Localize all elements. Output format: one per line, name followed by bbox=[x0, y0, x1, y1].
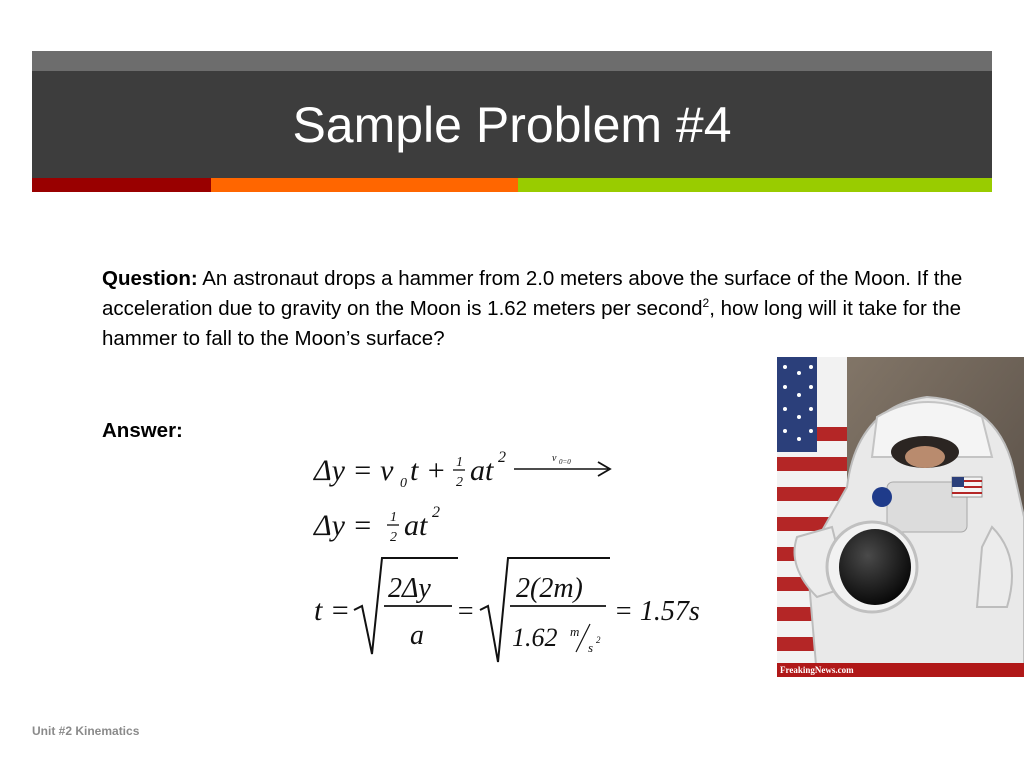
eq3-equals: = bbox=[456, 596, 475, 627]
eq1-mid: t + bbox=[410, 454, 447, 487]
eq1-half-den: 2 bbox=[456, 475, 463, 490]
frac2-denominator: 1.62 bbox=[512, 623, 558, 652]
accent-stripe-orange bbox=[211, 178, 518, 192]
question-paragraph bbox=[102, 264, 972, 354]
unit-den: s bbox=[588, 640, 594, 655]
eq2-half-num: 1 bbox=[390, 510, 397, 525]
frac1-numerator: 2Δy bbox=[388, 573, 431, 604]
eq2-lhs: Δy = bbox=[314, 509, 373, 542]
eq2-half-den: 2 bbox=[390, 530, 397, 545]
arrow-sub: 0=0 bbox=[559, 458, 571, 466]
eq1-half-num: 1 bbox=[456, 455, 463, 470]
photo-caption: FreakingNews.com bbox=[777, 663, 1024, 677]
frac1-denominator: a bbox=[410, 620, 424, 651]
title-top-band bbox=[32, 51, 992, 71]
question-text-part1: An astronaut drops a hammer from 2.0 meters above the surface of the Moon. If the acceleration due to gravity on the Moon is 1.62 meters per second bbox=[102, 267, 963, 320]
slide-footer: Unit #2 Kinematics bbox=[32, 724, 140, 738]
unit-den-square: 2 bbox=[596, 635, 601, 645]
question-superscript: 2 bbox=[702, 296, 710, 311]
frac2-numerator: 2(2m) bbox=[516, 573, 583, 604]
astronaut-illustration bbox=[777, 357, 1024, 677]
eq1-square: 2 bbox=[498, 449, 506, 466]
answer-label: Answer: bbox=[102, 419, 183, 442]
helmet-icon bbox=[827, 522, 917, 612]
accent-stripe-red bbox=[32, 178, 211, 192]
arrow-label: v bbox=[552, 453, 557, 464]
eq1-at: at bbox=[470, 454, 494, 487]
eq2-at: at bbox=[404, 509, 428, 542]
question-text-part2: , how long will it take for the hammer to fall to the Moon’s surface? bbox=[102, 297, 962, 350]
eq3-t-equals: t = bbox=[314, 594, 351, 627]
eq1-lhs: Δy = v bbox=[314, 454, 394, 487]
eq2-square: 2 bbox=[432, 504, 440, 521]
question-label: Question: bbox=[102, 267, 198, 290]
astronaut-photo bbox=[777, 357, 1024, 677]
equations-image bbox=[308, 440, 728, 680]
result: = 1.57s bbox=[614, 596, 700, 627]
accent-stripe-green bbox=[518, 178, 992, 192]
eq1-sub: 0 bbox=[400, 476, 407, 491]
unit-num: m bbox=[570, 624, 580, 639]
slide-title: Sample Problem #4 bbox=[292, 96, 732, 153]
